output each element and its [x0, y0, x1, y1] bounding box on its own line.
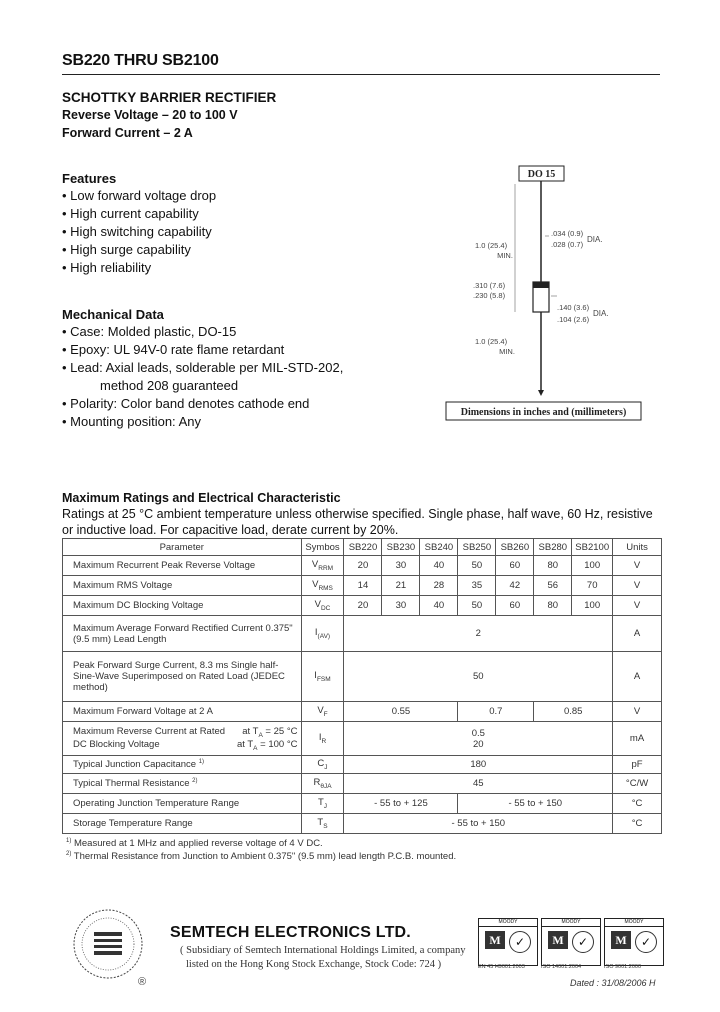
column-header: SB240	[420, 539, 458, 556]
symbol-cell	[301, 596, 344, 616]
symbol-cell	[301, 794, 344, 814]
symbol-cell	[301, 722, 344, 756]
dim-text: .310 (7.6)	[473, 281, 506, 290]
param-line: Maximum Average Forward Rectified Current 0.375"	[73, 622, 293, 634]
value-cell: 100	[572, 596, 613, 616]
certification-badge	[541, 918, 601, 966]
value-cell: 21	[382, 576, 420, 596]
value-cell: 60	[496, 556, 534, 576]
value-cell	[344, 722, 613, 756]
product-type: SCHOTTKY BARRIER RECTIFIER	[62, 90, 277, 105]
table-row	[63, 596, 662, 616]
column-header: Symbos	[301, 539, 344, 556]
footnote-text: Thermal Resistance from Junction to Ambient 0.375" (9.5 mm) lead length P.C.B. mounted.	[71, 851, 457, 863]
symbol-cell	[301, 556, 344, 576]
ratings-description: Ratings at 25 °C ambient temperature unless otherwise specified. Single phase, half wave, 60 Hz, resistive or inductive load. For capacitive load, derate current by 20%.	[62, 507, 653, 537]
company-listing-line: listed on the Hong Kong Stock Exchange, Stock Code: 724 )	[186, 959, 442, 970]
certification-mark-icon: ✓	[572, 931, 594, 953]
param-cell	[63, 774, 302, 794]
symbol-sub: RRM	[318, 564, 334, 572]
table-row	[63, 722, 662, 756]
condition-label: at T	[236, 738, 254, 750]
symbol-sub: RMS	[318, 584, 333, 592]
symbol-cell	[301, 702, 344, 722]
mechanical-list	[62, 323, 343, 431]
badge-header: MOODY	[479, 919, 537, 927]
symbol: R	[313, 777, 321, 789]
title-rule	[62, 74, 660, 75]
symbol-sub: DC	[320, 604, 331, 612]
value-cell: - 55 to + 150	[344, 814, 613, 834]
value-cell: 0.7	[458, 702, 534, 722]
cathode-band	[533, 282, 549, 288]
column-header: SB220	[344, 539, 382, 556]
certification-mark-icon: ✓	[509, 931, 531, 953]
moody-logo-icon: M	[611, 931, 631, 949]
company-subsidiary-line: ( Subsidiary of Semtech International Holdings Limited, a company	[180, 945, 466, 956]
symbol-cell	[301, 756, 344, 774]
value-cell: 80	[534, 556, 572, 576]
dim-text: 1.0 (25.4)	[475, 337, 508, 346]
column-header: Units	[613, 539, 662, 556]
document-title: SB220 THRU SB2100	[62, 52, 219, 69]
table-row	[63, 702, 662, 722]
unit-cell: V	[613, 576, 662, 596]
package-label: DO 15	[527, 169, 556, 180]
unit-cell: °C	[613, 814, 662, 834]
column-header: SB250	[458, 539, 496, 556]
symbol: C	[317, 758, 325, 770]
table-row	[63, 652, 662, 702]
symbol: T	[317, 797, 324, 809]
symbol-sub: R	[321, 737, 327, 745]
param-cell: Maximum Forward Voltage at 2 A	[63, 702, 302, 722]
unit-cell: °C/W	[613, 774, 662, 794]
company-seal-icon	[72, 908, 144, 980]
unit-cell: A	[613, 652, 662, 702]
list-item: • Polarity: Color band denotes cathode end	[62, 396, 310, 411]
list-item: method 208 guaranteed	[100, 378, 239, 393]
value-cell: 50	[344, 652, 613, 702]
param-text: DC Blocking Voltage	[73, 738, 160, 750]
column-header: SB230	[382, 539, 420, 556]
param-line: (9.5 mm) Lead Length	[73, 633, 167, 645]
forward-current-spec: Forward Current – 2 A	[62, 126, 193, 140]
table-header-row	[63, 539, 662, 556]
param-text: Maximum Reverse Current at Rated	[73, 725, 226, 737]
dim-text: 1.0 (25.4)	[475, 241, 508, 250]
value-cell: 30	[382, 556, 420, 576]
footnote-mark: 2)	[66, 851, 72, 857]
list-item: • High current capability	[62, 206, 199, 221]
column-header: SB2100	[572, 539, 613, 556]
symbol-cell	[301, 814, 344, 834]
dim-text: MIN.	[499, 347, 515, 356]
dim-text: .034 (0.9)	[551, 229, 584, 238]
param-cell	[63, 756, 302, 774]
table-row	[63, 774, 662, 794]
symbol-sub: FSM	[316, 675, 331, 683]
symbol-sub: S	[323, 822, 328, 830]
param-line: Peak Forward Surge Current, 8.3 ms Single half-	[73, 660, 279, 671]
footnote-1	[66, 838, 323, 849]
footnote-mark: 1)	[198, 758, 205, 765]
condition-text	[242, 726, 297, 739]
value-cell: 30	[382, 596, 420, 616]
mechanical-heading: Mechanical Data	[62, 307, 164, 322]
package-diagram	[445, 164, 645, 424]
unit-cell: V	[613, 596, 662, 616]
symbol: V	[314, 599, 321, 611]
param-line	[73, 739, 298, 752]
value-cell: 80	[534, 596, 572, 616]
symbol: V	[311, 559, 319, 571]
value-cell: 45	[344, 774, 613, 794]
symbol: V	[312, 579, 319, 591]
dim-text: .104 (2.6)	[557, 315, 590, 324]
condition-text	[237, 739, 298, 752]
features-heading: Features	[62, 171, 117, 186]
condition-value: = 100 °C	[257, 738, 298, 750]
condition-sub: A	[253, 744, 258, 752]
value-cell: 60	[496, 596, 534, 616]
value-cell: 20	[344, 596, 382, 616]
certification-badge	[604, 918, 664, 966]
unit-cell: V	[613, 556, 662, 576]
badge-header: MOODY	[605, 919, 663, 927]
symbol-sub: (AV)	[317, 632, 331, 640]
table-row	[63, 756, 662, 774]
value-line: 20	[473, 738, 484, 750]
moody-logo-icon: M	[485, 931, 505, 949]
value-cell: 100	[572, 556, 613, 576]
unit-cell: A	[613, 616, 662, 652]
list-item: • Mounting position: Any	[62, 414, 201, 429]
badge-caption: EN 45 H9001:2003	[478, 964, 525, 970]
value-cell: 0.55	[344, 702, 458, 722]
column-header: SB260	[496, 539, 534, 556]
param-cell: Maximum DC Blocking Voltage	[63, 596, 302, 616]
symbol: I	[318, 732, 322, 744]
list-item: • Low forward voltage drop	[62, 188, 217, 203]
badge-caption: ISO 9001:2000	[604, 964, 642, 970]
unit-cell: pF	[613, 756, 662, 774]
unit-cell: V	[613, 702, 662, 722]
value-cell: - 55 to + 125	[344, 794, 458, 814]
value-cell: 40	[420, 556, 458, 576]
param-line: method)	[73, 682, 108, 693]
param-cell	[63, 722, 302, 756]
symbol-sub: J	[323, 802, 328, 810]
symbol: I	[314, 627, 318, 639]
symbol: T	[317, 817, 324, 829]
list-item: • High surge capability	[62, 242, 191, 257]
value-cell: 2	[344, 616, 613, 652]
param-cell	[63, 616, 302, 652]
table-row	[63, 814, 662, 834]
value-cell: - 55 to + 150	[458, 794, 613, 814]
condition-sub: A	[258, 731, 263, 739]
moody-logo-icon: M	[548, 931, 568, 949]
symbol-cell	[301, 652, 344, 702]
table-row	[63, 556, 662, 576]
reverse-voltage-spec: Reverse Voltage – 20 to 100 V	[62, 108, 238, 122]
value-cell: 50	[458, 556, 496, 576]
footnote-text: Measured at 1 MHz and applied reverse voltage of 4 V DC.	[71, 838, 323, 850]
param-cell: Operating Junction Temperature Range	[63, 794, 302, 814]
param-cell	[63, 652, 302, 702]
list-item: • High switching capability	[62, 224, 212, 239]
company-name: SEMTECH ELECTRONICS LTD.	[170, 924, 411, 941]
registered-mark: ®	[138, 976, 147, 988]
dim-text: .028 (0.7)	[551, 240, 584, 249]
dim-text: DIA.	[587, 235, 603, 244]
param-text: Typical Thermal Resistance	[73, 778, 190, 790]
value-cell: 35	[458, 576, 496, 596]
ratings-table	[62, 538, 662, 834]
column-header: Parameter	[63, 539, 302, 556]
list-item: • Lead: Axial leads, solderable per MIL-STD-202,	[62, 360, 344, 375]
symbol-cell	[301, 774, 344, 794]
condition-value: = 25 °C	[262, 725, 298, 737]
value-cell: 40	[420, 596, 458, 616]
symbol: V	[317, 705, 324, 717]
symbol-sub: θJA	[320, 782, 332, 790]
param-line	[73, 726, 298, 739]
features-list	[62, 187, 216, 277]
footnote-mark: 2)	[192, 777, 198, 784]
badge-caption: ISO 14001:2004	[541, 964, 582, 970]
dated-stamp: Dated : 31/08/2006 H	[570, 978, 656, 988]
value-cell: 0.85	[534, 702, 613, 722]
symbol: I	[314, 670, 317, 682]
value-cell: 50	[458, 596, 496, 616]
dim-text: .230 (5.8)	[473, 291, 506, 300]
value-cell: 180	[344, 756, 613, 774]
unit-cell: mA	[613, 722, 662, 756]
bottom-arrow	[538, 390, 544, 396]
footnote-mark: 1)	[66, 838, 72, 844]
symbol-cell	[301, 576, 344, 596]
badge-header: MOODY	[542, 919, 600, 927]
footnote-2	[66, 851, 456, 862]
param-cell: Maximum RMS Voltage	[63, 576, 302, 596]
param-text: Typical Junction Capacitance	[73, 759, 197, 771]
value-cell: 20	[344, 556, 382, 576]
value-cell: 70	[572, 576, 613, 596]
certification-badge	[478, 918, 538, 966]
column-header: SB280	[534, 539, 572, 556]
symbol-sub: F	[323, 710, 328, 718]
list-item: • Case: Molded plastic, DO-15	[62, 324, 237, 339]
symbol-cell	[301, 616, 344, 652]
value-cell: 28	[420, 576, 458, 596]
condition-label: at T	[242, 725, 259, 737]
param-line: Sine-Wave Superimposed on Rated Load (JEDEC	[73, 671, 285, 682]
table-row	[63, 616, 662, 652]
value-cell: 56	[534, 576, 572, 596]
dim-text: .140 (3.6)	[557, 303, 590, 312]
list-item: • High reliability	[62, 260, 152, 275]
certification-mark-icon: ✓	[635, 931, 657, 953]
list-item: • Epoxy: UL 94V-0 rate flame retardant	[62, 342, 285, 357]
table-row	[63, 794, 662, 814]
dim-text: DIA.	[593, 309, 609, 318]
unit-cell: °C	[613, 794, 662, 814]
value-cell: 14	[344, 576, 382, 596]
diagram-caption: Dimensions in inches and (millimeters)	[460, 407, 627, 418]
value-cell: 42	[496, 576, 534, 596]
param-cell: Maximum Recurrent Peak Reverse Voltage	[63, 556, 302, 576]
param-cell: Storage Temperature Range	[63, 814, 302, 834]
dim-text: MIN.	[497, 251, 513, 260]
ratings-heading: Maximum Ratings and Electrical Characteristic	[62, 491, 341, 505]
symbol-sub: J	[324, 763, 328, 771]
value-line: 0.5	[471, 727, 485, 739]
table-row	[63, 576, 662, 596]
